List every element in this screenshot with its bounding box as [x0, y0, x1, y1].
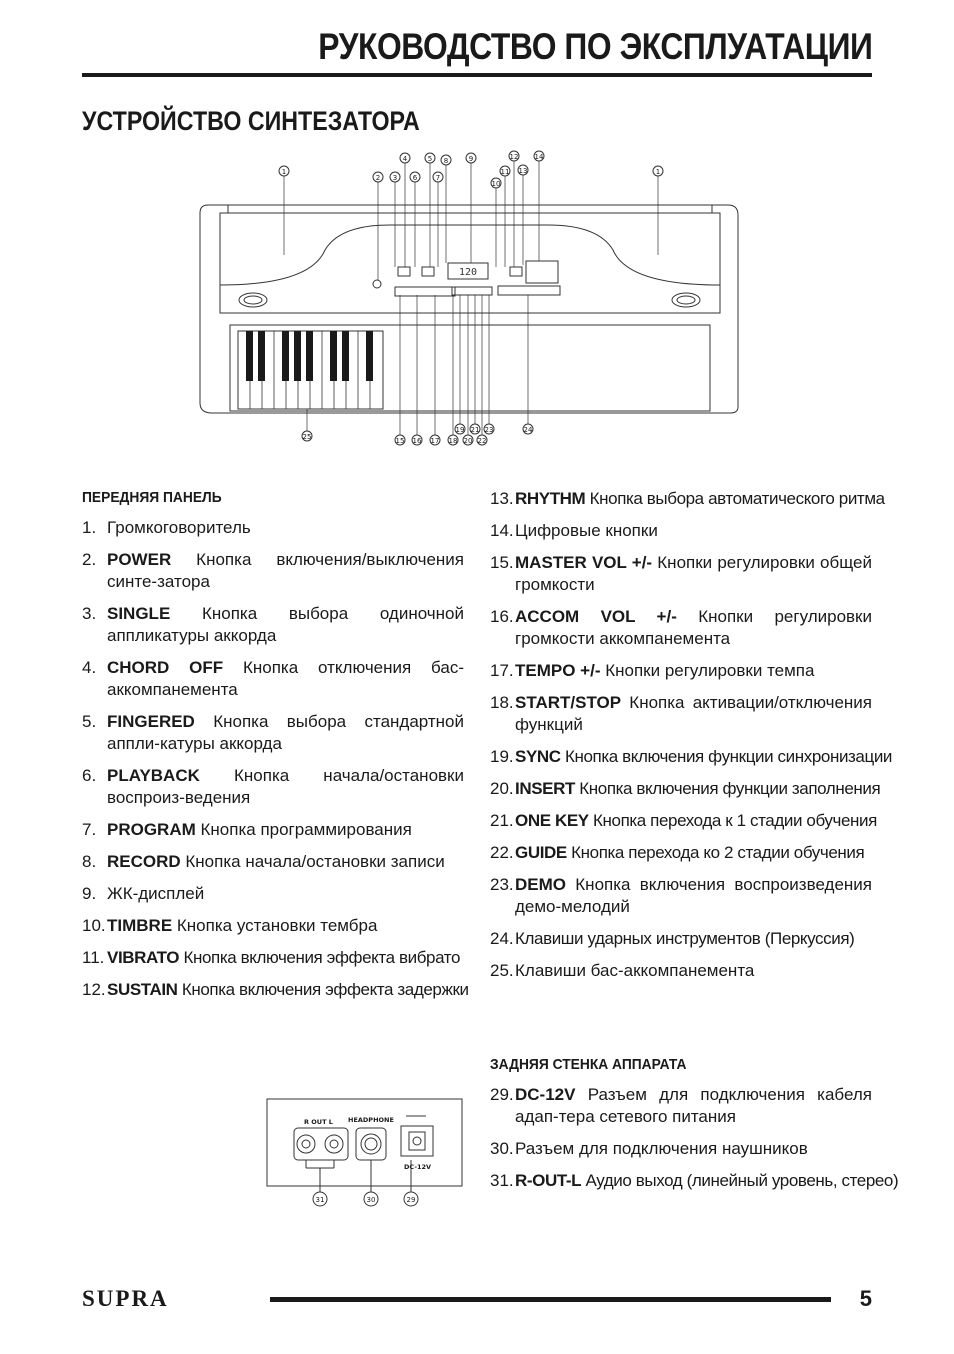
- callout-5: [425, 153, 435, 163]
- svg-text:1: 1: [655, 168, 661, 176]
- callout-6: [410, 172, 420, 182]
- callout-1-right: [653, 166, 663, 176]
- rear-panel-list: [490, 1055, 899, 1202]
- list-item: 10. TIMBRE Кнопка установки тембра: [82, 916, 378, 935]
- svg-text:8: 8: [443, 157, 449, 165]
- section-title: УСТРОЙСТВО СИНТЕЗАТОРА: [82, 106, 420, 136]
- page-header-title: РУКОВОДСТВО ПО ЭКСПЛУАТАЦИИ: [317, 26, 872, 67]
- svg-text:30: 30: [366, 1196, 376, 1204]
- list-item: 2. POWER Кнопка включения/выключения синте-затора: [82, 550, 464, 591]
- rear-panel-diagram: [266, 1098, 464, 1210]
- list-item: 29. DC-12V Разъем для подключения кабеля адап-тера сетевого питания: [490, 1085, 872, 1126]
- callout-23: [484, 424, 494, 434]
- callout-20: [463, 435, 473, 445]
- front-panel-heading: ПЕРЕДНЯЯ ПАНЕЛЬ: [82, 489, 222, 506]
- svg-text:11: 11: [500, 168, 510, 176]
- list-item: 23. DEMO Кнопка включения воспроизведения демо-мелодий: [490, 875, 872, 916]
- lcd-display-text: 120: [458, 267, 478, 278]
- svg-text:20: 20: [463, 437, 473, 445]
- list-item: 24. Клавиши ударных инструментов (Перкуссия): [490, 929, 855, 948]
- svg-text:12: 12: [509, 153, 519, 161]
- callout-25: [302, 431, 312, 441]
- svg-text:10: 10: [491, 180, 501, 188]
- callout-9: [466, 153, 476, 163]
- list-item: 7. PROGRAM Кнопка программирования: [82, 820, 412, 839]
- svg-text:3: 3: [392, 174, 398, 182]
- callout-12: [509, 151, 519, 161]
- callout-7: [433, 172, 443, 182]
- list-item: 18. START/STOP Кнопка активации/отключения функций: [490, 693, 872, 734]
- svg-text:18: 18: [448, 437, 458, 445]
- svg-text:29: 29: [406, 1196, 416, 1204]
- svg-text:6: 6: [412, 174, 418, 182]
- callout-29: [404, 1192, 418, 1206]
- callout-13: [518, 165, 528, 175]
- callout-24: [523, 424, 533, 434]
- list-item: 22. GUIDE Кнопка перехода ко 2 стадии обучения: [490, 843, 865, 862]
- list-item: 17. TEMPO +/- Кнопки регулировки темпа: [490, 661, 815, 680]
- front-panel-list: [82, 488, 469, 1011]
- callout-1-left: [279, 166, 289, 176]
- svg-text:31: 31: [315, 1196, 325, 1204]
- list-item: 12. SUSTAIN Кнопка включения эффекта задержки: [82, 980, 469, 999]
- rear-label-dc12v: DC-12V: [404, 1163, 432, 1171]
- list-item: 5. FINGERED Кнопка выбора стандартной аппли-катуры аккорда: [82, 712, 464, 753]
- svg-text:7: 7: [435, 174, 441, 182]
- list-item: 20. INSERT Кнопка включения функции заполнения: [490, 779, 881, 798]
- keyboard-front-diagram: [190, 145, 750, 455]
- header-rule: [82, 73, 872, 77]
- front-panel-list-continued: [490, 488, 893, 992]
- list-item: 11. VIBRATO Кнопка включения эффекта вибрато: [82, 948, 461, 967]
- callout-14: [534, 151, 544, 161]
- rear-panel-heading: ЗАДНЯЯ СТЕНКА АППАРАТА: [490, 1056, 687, 1073]
- callout-11: [500, 166, 510, 176]
- list-item: 6. PLAYBACK Кнопка начала/остановки воспроиз-ведения: [82, 766, 464, 807]
- callout-19: [455, 424, 465, 434]
- callout-21: [470, 424, 480, 434]
- svg-text:15: 15: [395, 437, 405, 445]
- list-item: 15. MASTER VOL +/- Кнопки регулировки общей громкости: [490, 553, 872, 594]
- svg-text:23: 23: [484, 426, 494, 434]
- callout-8: [441, 155, 451, 165]
- svg-text:4: 4: [402, 155, 408, 163]
- svg-text:24: 24: [523, 426, 533, 434]
- list-item: 3. SINGLE Кнопка выбора одиночной аппликатуры аккорда: [82, 604, 464, 645]
- svg-text:21: 21: [470, 426, 480, 434]
- list-item: 13. RHYTHM Кнопка выбора автоматического ритма: [490, 489, 885, 508]
- svg-text:9: 9: [468, 155, 474, 163]
- footer-rule: [270, 1297, 831, 1302]
- list-item: 21. ONE KEY Кнопка перехода к 1 стадии обучения: [490, 811, 877, 830]
- svg-text:2: 2: [375, 174, 381, 182]
- svg-text:14: 14: [534, 153, 544, 161]
- callout-3: [390, 172, 400, 182]
- callout-17: [430, 435, 440, 445]
- callout-31: [313, 1192, 327, 1206]
- svg-text:13: 13: [518, 167, 528, 175]
- callout-10: [491, 178, 501, 188]
- page-number: 5: [859, 1286, 872, 1311]
- svg-text:16: 16: [412, 437, 422, 445]
- svg-text:22: 22: [477, 437, 487, 445]
- list-item: 25. Клавиши бас-аккомпанемента: [490, 961, 755, 980]
- list-item: 19. SYNC Кнопка включения функции синхронизации: [490, 747, 893, 766]
- list-item: 8. RECORD Кнопка начала/остановки записи: [82, 852, 445, 871]
- list-item: 30. Разъем для подключения наушников: [490, 1139, 808, 1158]
- svg-text:1: 1: [281, 168, 287, 176]
- callout-22: [477, 435, 487, 445]
- rear-label-rout: R OUT L: [304, 1118, 333, 1126]
- callout-16: [412, 435, 422, 445]
- callout-30: [364, 1192, 378, 1206]
- callout-2: [373, 172, 383, 182]
- callout-15: [395, 435, 405, 445]
- list-item: 31. R-OUT-L Аудио выход (линейный уровень, стерео): [490, 1171, 899, 1190]
- callout-4: [400, 153, 410, 163]
- svg-text:19: 19: [455, 426, 465, 434]
- list-item: 14. Цифровые кнопки: [490, 521, 658, 540]
- svg-text:5: 5: [427, 155, 433, 163]
- rear-label-headphone: HEADPHONE: [348, 1116, 394, 1124]
- list-item: 9. ЖК-дисплей: [82, 884, 205, 903]
- list-item: 1. Громкоговоритель: [82, 518, 251, 537]
- svg-text:25: 25: [302, 433, 312, 441]
- brand-logo: SUPRA: [82, 1286, 169, 1311]
- list-item: 4. CHORD OFF Кнопка отключения бас-аккомпанемента: [82, 658, 465, 699]
- callout-18: [448, 435, 458, 445]
- list-item: 16. ACCOM VOL +/- Кнопки регулировки громкости аккомпанемента: [490, 607, 872, 648]
- svg-text:17: 17: [430, 437, 440, 445]
